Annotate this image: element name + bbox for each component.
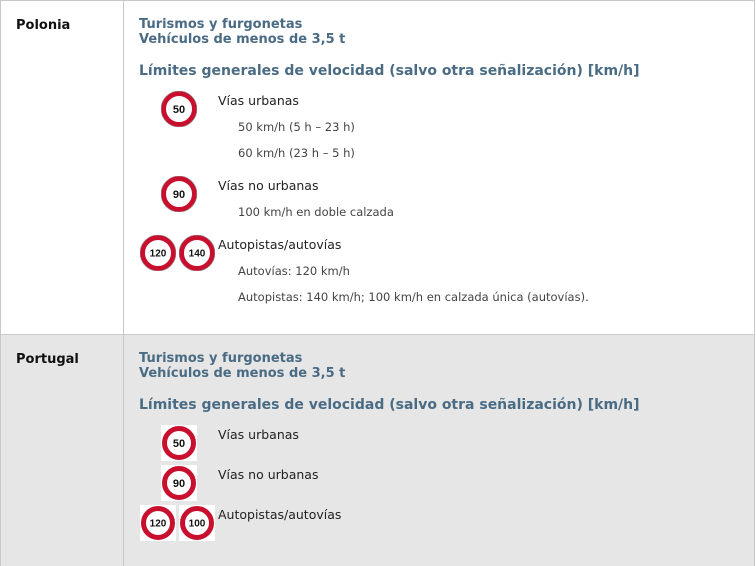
speed-sign-value: 90: [172, 189, 186, 201]
category-detail: 60 km/h (23 h – 5 h): [238, 146, 355, 160]
country-name: Polonia: [16, 18, 71, 33]
country-row-polonia: [1, 0, 754, 334]
speed-sign-icon: [140, 505, 176, 541]
category-detail: Autopistas: 140 km/h; 100 km/h en calzada única (autovías).: [238, 290, 589, 304]
category-label: Autopistas/autovías: [218, 507, 342, 522]
category-label: Vías urbanas: [218, 93, 299, 108]
speed-sign-value: 140: [188, 248, 206, 260]
column-divider: [123, 1, 124, 334]
category-detail: 50 km/h (5 h – 23 h): [238, 120, 355, 134]
speed-sign-value: 50: [172, 438, 186, 450]
speed-sign-icon: [179, 235, 215, 271]
category-label: Vías no urbanas: [218, 467, 319, 482]
category-detail: 100 km/h en doble calzada: [238, 205, 394, 219]
speed-sign-icon: [140, 235, 176, 271]
vehicle-type: Turismos y furgonetas: [139, 351, 303, 366]
limits-title: Límites generales de velocidad (salvo otra señalización) [km/h]: [139, 63, 640, 79]
speed-sign-value: 100: [188, 518, 206, 530]
speed-sign-icon: [161, 425, 197, 461]
speed-sign-icon: [161, 91, 197, 127]
category-label: Vías no urbanas: [218, 178, 319, 193]
category-detail: Autovías: 120 km/h: [238, 264, 350, 278]
vehicle-weight: Vehículos de menos de 3,5 t: [139, 366, 346, 381]
column-divider: [123, 335, 124, 566]
country-name: Portugal: [16, 352, 79, 367]
speed-sign-value: 120: [149, 248, 167, 260]
speed-sign-value: 50: [172, 104, 186, 116]
speed-sign-icon: [179, 505, 215, 541]
speed-sign-icon: [161, 465, 197, 501]
vehicle-type: Turismos y furgonetas: [139, 17, 303, 32]
speed-sign-value: 120: [149, 518, 167, 530]
vehicle-weight: Vehículos de menos de 3,5 t: [139, 32, 346, 47]
speed-sign-icon: [161, 176, 197, 212]
category-label: Autopistas/autovías: [218, 237, 342, 252]
limits-title: Límites generales de velocidad (salvo otra señalización) [km/h]: [139, 397, 640, 413]
category-label: Vías urbanas: [218, 427, 299, 442]
speed-sign-value: 90: [172, 478, 186, 490]
country-row-portugal: [1, 334, 754, 566]
